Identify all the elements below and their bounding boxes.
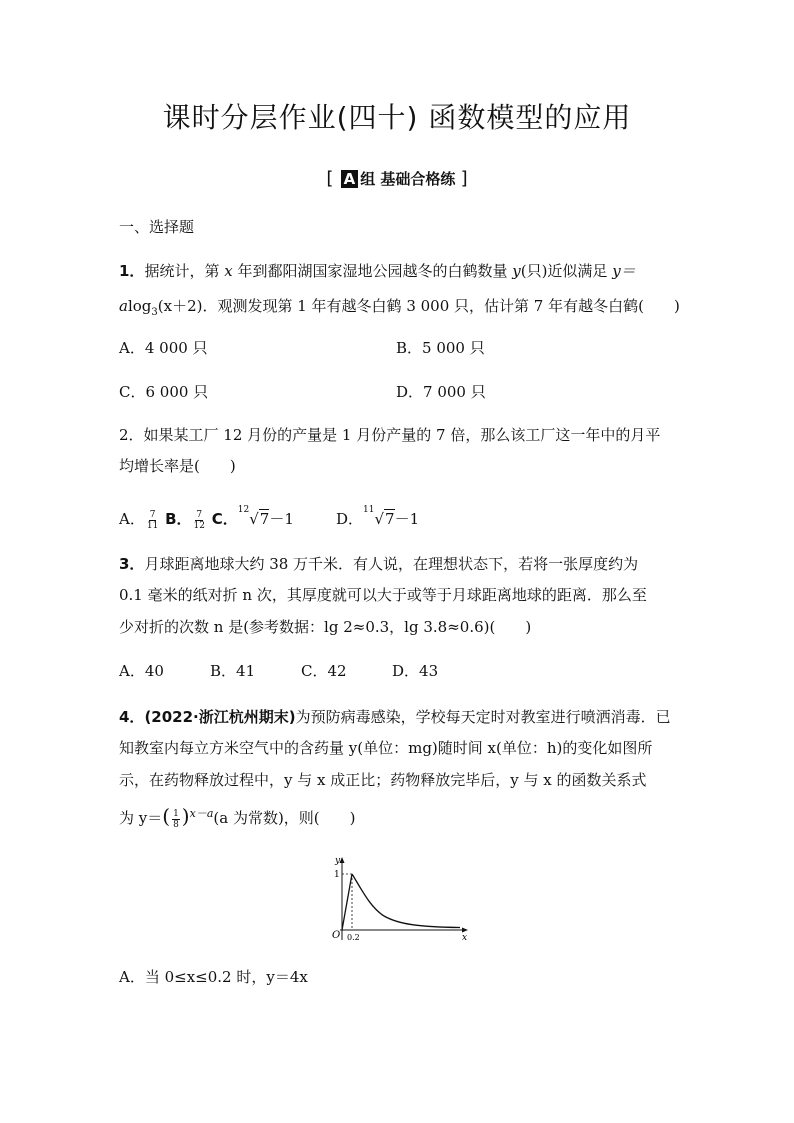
graph-tick-y: 1: [334, 870, 340, 880]
graph-decay-curve: [352, 874, 460, 928]
fraction-denominator: 12: [193, 520, 205, 531]
fraction-denominator: 8: [173, 819, 179, 830]
q1-var-a: a: [119, 297, 128, 315]
q3-number: 3．: [119, 555, 145, 573]
q2-option-c-label: C．: [211, 510, 238, 528]
q3-option-b[interactable]: B．41: [210, 662, 256, 680]
q1-var-x: x: [224, 262, 233, 280]
fraction-numerator: 1: [173, 808, 179, 819]
q4-option-a[interactable]: A．当 0≤x≤0.2 时，y＝4x: [119, 968, 308, 986]
q2-option-c-root: $^{12}$√7: [237, 505, 270, 528]
q3-option-a[interactable]: A．40: [119, 662, 164, 680]
q2-option-b-fraction: [194, 510, 205, 531]
group-badge: A: [341, 170, 359, 188]
page-title: 课时分层作业(四十) 函数模型的应用: [162, 101, 632, 134]
paren-right: ): [181, 804, 190, 828]
q4-source: (2022·浙江杭州期末): [144, 708, 296, 726]
q1-option-a[interactable]: A．4 000 只: [119, 339, 208, 357]
q1-text: 年到鄱阳湖国家湿地公园越冬的白鹤数量: [232, 262, 513, 280]
q1-option-c[interactable]: C．6 000 只: [119, 383, 209, 401]
q2-option-d[interactable]: [336, 505, 419, 530]
q2-option-c-tail: －1: [269, 510, 294, 528]
q4-number: 4．: [119, 708, 145, 726]
q3-line-3: 少对折的次数 n 是(参考数据：lg 2≈0.3，lg 3.8≈0.6)( ): [119, 618, 532, 636]
paren-left: (: [162, 804, 171, 828]
q2-line-2: 均增长率是( ): [119, 457, 236, 475]
q2-option-d-tail: －1: [394, 510, 420, 528]
root-index: 11: [363, 505, 375, 515]
q4-line-2: 知教室内每立方米空气中的含药量 y(单位：mg)随时间 x(单位：h)的变化如图所: [119, 739, 653, 757]
q1-number: 1．: [119, 262, 145, 280]
q4-text: (a 为常数)，则( ): [213, 809, 356, 827]
q3-line-2: 0.1 毫米的纸对折 n 次，其厚度就可以大于或等于月球距离地球的距离．那么至: [119, 586, 647, 604]
graph-increase-segment: [342, 874, 352, 930]
group-label: 组 基础合格练: [360, 170, 456, 188]
group-bracket-right: ]: [460, 168, 468, 189]
q1-option-b[interactable]: B．5 000 只: [396, 339, 485, 357]
graph-x-label: x: [462, 933, 468, 943]
q4-line-4: [119, 803, 356, 830]
q4-graph: [322, 852, 472, 944]
root-radicand: 7: [259, 510, 270, 528]
q2-option-c[interactable]: [212, 510, 238, 528]
q3-option-c[interactable]: C．42: [301, 662, 347, 680]
q1-log: log: [127, 297, 152, 315]
q1-log-base: 3: [151, 307, 158, 318]
graph-tick-x: 0.2: [347, 933, 360, 942]
q4-fraction: [172, 809, 180, 830]
fraction-denominator: 11: [146, 520, 159, 531]
q4-exponent: x－a: [189, 807, 214, 820]
q2-option-b-label: B．: [165, 510, 192, 528]
graph-y-label: y: [335, 856, 341, 866]
x-axis-arrow-icon: [462, 928, 468, 933]
fraction-numerator: 7: [196, 509, 203, 520]
graph-origin-label: O: [332, 930, 341, 941]
q1-text: (只)近似满足: [520, 262, 613, 280]
q2-option-a[interactable]: [119, 509, 160, 531]
q1-line-2: [119, 295, 680, 324]
q1-option-d[interactable]: D．7 000 只: [396, 383, 486, 401]
q1-text: 据统计，第: [144, 262, 225, 280]
group-bracket-left: [: [326, 168, 334, 189]
fraction-numerator: 7: [149, 509, 156, 520]
q2-line-1: 2．如果某工厂 12 月份的产量是 1 月份产量的 7 倍，那么该工厂这一年中的月平: [119, 426, 661, 444]
section-heading: 一、选择题: [119, 218, 195, 236]
q4-line-1: [119, 706, 671, 728]
q2-options: [119, 505, 294, 531]
q2-option-a-label: A．: [119, 510, 145, 528]
q4-line-3: 示，在药物释放过程中，y 与 x 成正比；药物释放完毕后，y 与 x 的函数关系式: [119, 771, 647, 789]
root-radicand: 7: [385, 510, 395, 528]
q1-text: (x＋2)．观测发现第 1 年有越冬白鹤 3 000 只，估计第 7 年有越冬白鹤( ): [157, 297, 680, 315]
q3-text: 月球距离地球大约 38 万千米．有人说，在理想状态下，若将一张厚度约为: [144, 555, 639, 573]
root-index: 12: [237, 505, 250, 515]
q4-formula-lhs: 为 y＝: [119, 809, 163, 827]
q1-var-y: y: [512, 262, 521, 280]
q1-line-1: [119, 260, 636, 282]
q2-option-d-root: $^{11}$√7: [363, 505, 395, 528]
q2-option-d-label: D．: [336, 510, 364, 528]
q2-option-b[interactable]: [165, 510, 191, 528]
q2-option-a-fraction: [147, 510, 158, 531]
q3-option-d[interactable]: D．43: [392, 662, 439, 680]
q3-line-1: [119, 553, 638, 575]
y-axis-arrow-icon: [340, 857, 345, 863]
q4-text: 为预防病毒感染，学校每天定时对教室进行喷洒消毒．已: [295, 708, 671, 726]
group-heading: [0, 168, 794, 189]
q1-formula: y＝: [612, 262, 636, 280]
